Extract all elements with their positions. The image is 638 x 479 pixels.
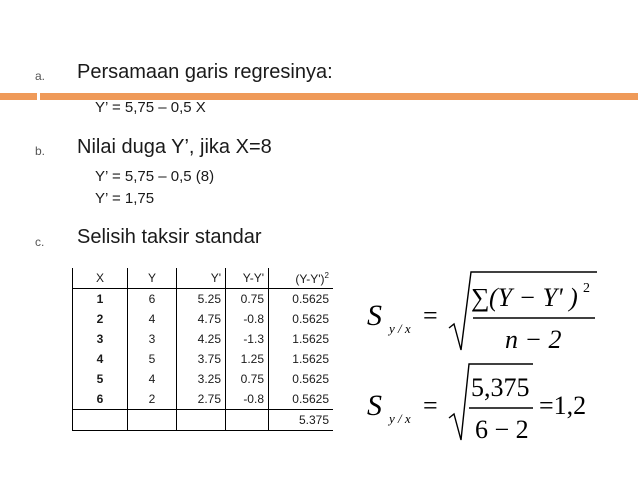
- item-a-line-1: Y’ = 5,75 – 0,5 X: [95, 99, 206, 116]
- cell-x: 2: [73, 309, 128, 329]
- cell-y: 2: [128, 389, 177, 410]
- cell-y-pred: 2.75: [177, 389, 226, 410]
- item-heading-b: Nilai duga Y’, jika X=8: [77, 136, 272, 158]
- item-b-line-1: Y’ = 5,75 – 0,5 (8): [95, 168, 215, 185]
- item-marker-a: a.: [35, 69, 46, 83]
- cell-y-pred: 4.25: [177, 329, 226, 349]
- table-header-row: [73, 268, 334, 289]
- table-row: [73, 289, 334, 310]
- cell-residual: -0.8: [226, 389, 269, 410]
- table-row: [73, 329, 334, 349]
- cell-x: 6: [73, 389, 128, 410]
- table-total-row: [73, 410, 334, 431]
- item-marker-c: c.: [35, 235, 45, 249]
- regression-table: [72, 268, 333, 431]
- formula2-equals: =: [423, 391, 438, 420]
- table-row: [73, 389, 334, 410]
- formula1-equals: =: [423, 301, 438, 330]
- cell-residual: 0.75: [226, 369, 269, 389]
- formula2-denominator: 6 − 2: [475, 415, 529, 444]
- cell-residual-squared: 1.5625: [292, 352, 329, 366]
- table-total-value: 5.375: [269, 410, 334, 431]
- formula1-denominator: n − 2: [505, 325, 562, 354]
- cell-residual-squared: 0.5625: [292, 392, 329, 406]
- cell-residual: -1.3: [226, 329, 269, 349]
- cell-x: 1: [73, 289, 128, 310]
- cell-residual: -0.8: [226, 309, 269, 329]
- total-empty-cell: [177, 410, 226, 431]
- formula1-numerator: (Y − Y' ): [489, 283, 578, 312]
- cell-y-pred: 5.25: [177, 289, 226, 310]
- cell-x: 4: [73, 349, 128, 369]
- table-header-y-pred: Y': [177, 268, 226, 289]
- cell-y-pred: 3.25: [177, 369, 226, 389]
- item-heading-c: Selisih taksir standar: [77, 226, 262, 248]
- cell-y-pred: 3.75: [177, 349, 226, 369]
- table-header-residual: Y-Y': [226, 268, 269, 289]
- formula2-subscript: y / x: [389, 411, 411, 426]
- cell-y: 4: [128, 369, 177, 389]
- cell-residual-squared: 0.5625: [292, 292, 329, 306]
- formula2-s: S: [367, 389, 382, 422]
- formula1-subscript: y / x: [389, 321, 411, 336]
- item-marker-b: b.: [35, 144, 46, 158]
- cell-x: 3: [73, 329, 128, 349]
- cell-y: 5: [128, 349, 177, 369]
- cell-y: 3: [128, 329, 177, 349]
- cell-y: 6: [128, 289, 177, 310]
- cell-residual-squared: 1.5625: [292, 332, 329, 346]
- total-empty-cell: [73, 410, 128, 431]
- table-header-x: X: [73, 268, 128, 289]
- cell-x: 5: [73, 369, 128, 389]
- formula1-exponent: 2: [583, 281, 590, 296]
- formula2-result: =1,2: [539, 391, 587, 420]
- item-heading-a: Persamaan garis regresinya:: [77, 61, 333, 83]
- cell-residual: 0.75: [226, 289, 269, 310]
- formula1-s: S: [367, 299, 382, 332]
- formula1-sum-sign: ∑: [471, 283, 490, 312]
- header-exponent: 2: [324, 270, 329, 280]
- cell-residual-squared: 0.5625: [292, 372, 329, 386]
- cell-residual: 1.25: [226, 349, 269, 369]
- accent-bar-left: [0, 93, 37, 100]
- table-row: [73, 309, 334, 329]
- cell-y-pred: 4.75: [177, 309, 226, 329]
- header-residual-sq-text: (Y-Y'): [295, 271, 325, 286]
- cell-residual-squared: 0.5625: [292, 312, 329, 326]
- table-row: [73, 369, 334, 389]
- total-empty-cell: [128, 410, 177, 431]
- standard-error-result: [365, 358, 625, 448]
- table-header-residual-squared: [269, 268, 334, 289]
- total-empty-cell: [226, 410, 269, 431]
- table-row: [73, 349, 334, 369]
- cell-y: 4: [128, 309, 177, 329]
- standard-error-formula: [365, 262, 615, 360]
- formula2-numerator: 5,375: [471, 373, 530, 402]
- table-header-y: Y: [128, 268, 177, 289]
- item-b-line-2: Y’ = 1,75: [95, 190, 155, 207]
